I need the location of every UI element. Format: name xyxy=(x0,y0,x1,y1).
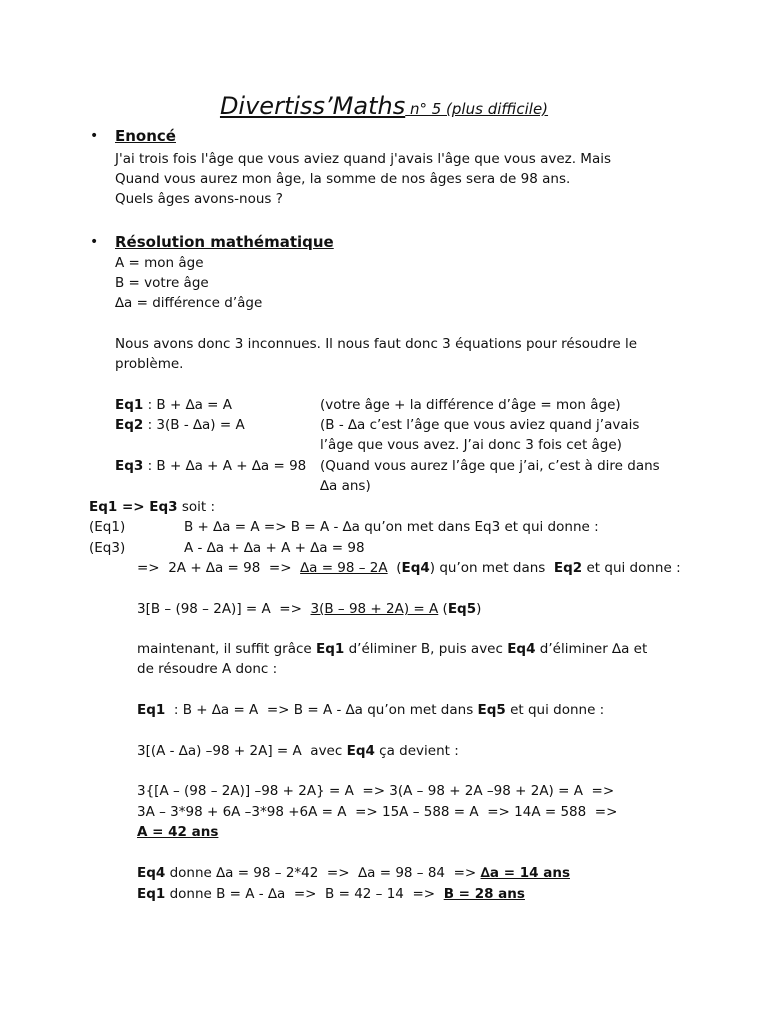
text: d’éliminer ∆a et xyxy=(535,641,648,657)
eq-ref: Eq4 xyxy=(137,865,166,881)
text: et qui donne : xyxy=(582,560,681,576)
derivation-line xyxy=(137,599,481,619)
eq-label: Eq1 xyxy=(115,397,144,413)
eq-formula: : 3(B - ∆a) = A xyxy=(143,417,245,433)
eq2-note: l’âge que vous avez. J’ai donc 3 fois cet âge) xyxy=(320,437,622,453)
derivation-line: A - ∆a + ∆a + A + ∆a = 98 xyxy=(184,540,365,556)
text: ( xyxy=(387,560,402,576)
eq2-definition xyxy=(115,415,245,435)
eq-ref: Eq1 xyxy=(137,702,166,718)
text: 3[B – (98 – 2A)] = A => xyxy=(137,601,311,617)
eq4-result: ∆a = 98 – 2A xyxy=(300,560,388,576)
definition: ∆a = différence d’âge xyxy=(115,295,263,311)
text: : B + ∆a = A => B = A - ∆a qu’on met dans xyxy=(165,702,478,718)
text: ça devient : xyxy=(374,743,459,759)
derivation-line: 3A – 3*98 + 6A –3*98 +6A = A => 15A – 588 = A => 14A = 588 => xyxy=(137,804,618,820)
eq-label: Eq3 xyxy=(115,458,144,474)
eq-ref: Eq5 xyxy=(477,702,506,718)
text: => 2A + ∆a = 98 => xyxy=(137,560,301,576)
text: donne ∆a = 98 – 2*42 => ∆a = 98 – 84 => xyxy=(165,865,481,881)
definition: A = mon âge xyxy=(115,255,204,271)
derivation-line xyxy=(137,700,604,720)
text: soit : xyxy=(177,499,216,515)
heading-resolution: Résolution mathématique xyxy=(115,233,334,251)
bullet-enonce: • xyxy=(90,128,99,144)
bullet-resolution: • xyxy=(90,234,99,250)
page-title xyxy=(0,88,768,128)
derivation-line xyxy=(137,884,525,904)
result-delta-value: ∆a = 14 ans xyxy=(480,865,570,881)
text: maintenant, il suffit grâce xyxy=(137,641,317,657)
text: ) xyxy=(476,601,482,617)
derivation-line xyxy=(137,863,570,883)
derivation-line xyxy=(137,741,459,761)
title-sub: n° 5 (plus difficile) xyxy=(405,100,549,118)
eq-ref: Eq4 xyxy=(507,641,536,657)
derivation-line xyxy=(89,497,215,517)
eq-ref: Eq2 xyxy=(553,560,583,576)
eq-label: Eq2 xyxy=(115,417,144,433)
eq3-note: ∆a ans) xyxy=(320,478,371,494)
enonce-line: J'ai trois fois l'âge que vous aviez quand j'avais l'âge que vous avez. Mais xyxy=(115,151,612,167)
derivation-line xyxy=(137,558,681,578)
title-main: Divertiss’Maths xyxy=(219,92,406,120)
eq-ref: Eq5 xyxy=(447,601,477,617)
text: d’éliminer B, puis avec xyxy=(344,641,508,657)
eq-ref: Eq1 => Eq3 xyxy=(89,499,178,515)
eq5-result: 3(B – 98 + 2A) = A xyxy=(310,601,439,617)
derivation-line xyxy=(137,639,647,659)
text: donne B = A - ∆a => B = 42 – 14 => xyxy=(165,886,444,902)
text: ) qu’on met dans xyxy=(429,560,554,576)
enonce-line: Quand vous aurez mon âge, la somme de nos âges sera de 98 ans. xyxy=(115,171,571,187)
eq3-definition xyxy=(115,456,306,476)
result-a xyxy=(137,822,218,842)
derivation-label: (Eq3) xyxy=(89,540,126,556)
text: ( xyxy=(438,601,448,617)
enonce-line: Quels âges avons-nous ? xyxy=(115,191,283,207)
eq-ref: Eq4 xyxy=(346,743,375,759)
eq-formula: : B + ∆a + A + ∆a = 98 xyxy=(143,458,307,474)
derivation-line: de résoudre A donc : xyxy=(137,661,278,677)
eq1-definition xyxy=(115,395,232,415)
text: 3[(A - ∆a) –98 + 2A] = A avec xyxy=(137,743,347,759)
derivation-line: B + ∆a = A => B = A - ∆a qu’on met dans Eq3 et qui donne : xyxy=(184,519,599,535)
intro-line: problème. xyxy=(115,356,184,372)
result-a-value: A = 42 ans xyxy=(137,824,219,840)
intro-line: Nous avons donc 3 inconnues. Il nous faut donc 3 équations pour résoudre le xyxy=(115,336,638,352)
eq-formula: : B + ∆a = A xyxy=(143,397,233,413)
derivation-label: (Eq1) xyxy=(89,519,126,535)
text: et qui donne : xyxy=(505,702,605,718)
eq-ref: Eq1 xyxy=(137,886,166,902)
heading-enonce: Enoncé xyxy=(115,127,176,145)
eq3-note: (Quand vous aurez l’âge que j’ai, c’est à dire dans xyxy=(320,458,660,474)
result-b-value: B = 28 ans xyxy=(443,886,525,902)
derivation-line: 3{[A – (98 – 2A)] –98 + 2A} = A => 3(A – 98 + 2A –98 + 2A) = A => xyxy=(137,783,615,799)
eq1-note: (votre âge + la différence d’âge = mon âge) xyxy=(320,397,621,413)
definition: B = votre âge xyxy=(115,275,209,291)
eq-ref: Eq4 xyxy=(401,560,430,576)
eq2-note: (B - ∆a c’est l’âge que vous aviez quand j’avais xyxy=(320,417,640,433)
eq-ref: Eq1 xyxy=(316,641,345,657)
